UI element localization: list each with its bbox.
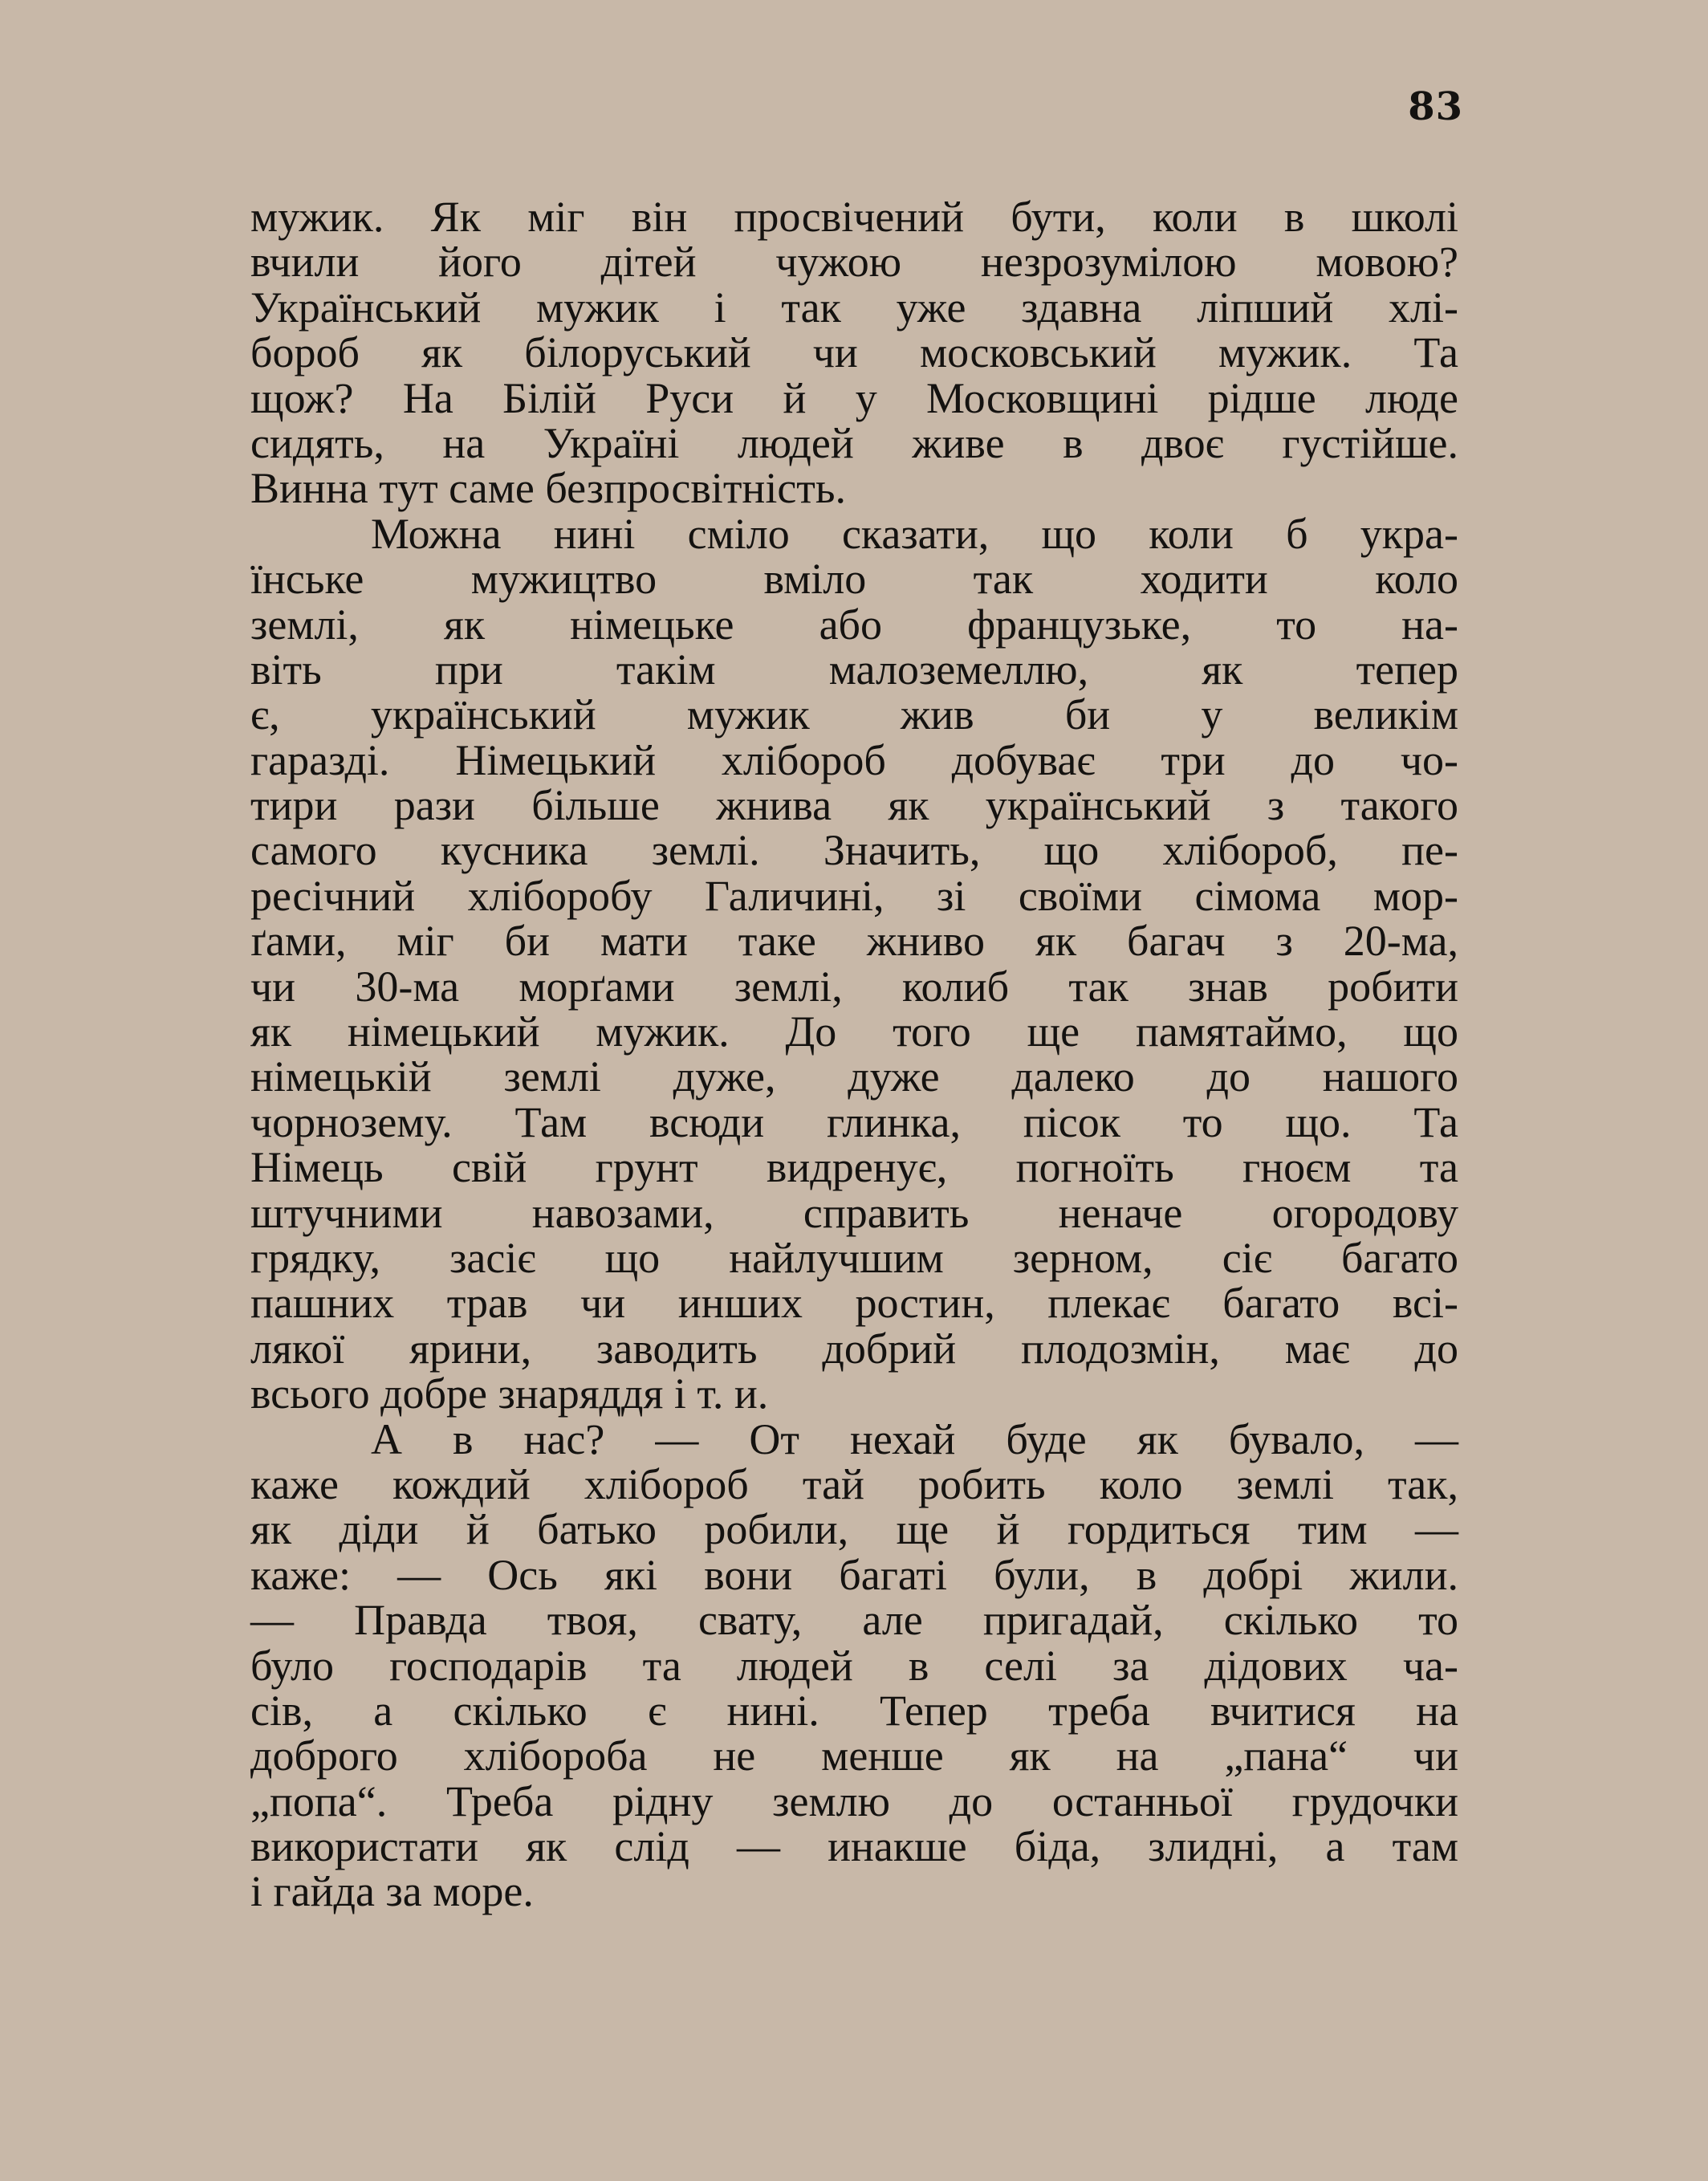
text-line: як німецький мужик. До того ще памятаймо, що bbox=[250, 1007, 1458, 1056]
text-line: штучними навозами, справить неначе огородову bbox=[250, 1188, 1458, 1237]
text-line: каже кождий хлібороб тай робить коло землі так, bbox=[250, 1459, 1458, 1508]
text-line: Український мужик і так уже здавна ліпший хлі- bbox=[250, 283, 1458, 332]
body-text bbox=[250, 194, 1458, 1914]
text-line: пашних трав чи инших ростин, плекає багато всі- bbox=[250, 1279, 1458, 1328]
text-line: і гайда за море. bbox=[250, 1867, 534, 1916]
text-line: ґами, міг би мати таке жниво як багач з 20-ма, bbox=[250, 917, 1458, 966]
text-line: вчили його дітей чужою незрозумілою мовою? bbox=[250, 238, 1458, 287]
paragraph bbox=[250, 1414, 1458, 1916]
text-line: використати як слід — инакше біда, злидні, а там bbox=[250, 1822, 1458, 1871]
text-line: Німець свій грунт видренує, погноїть гноєм та bbox=[250, 1143, 1458, 1192]
text-line: „попа“. Треба рідну землю до останньої грудочки bbox=[250, 1776, 1458, 1825]
paragraph bbox=[250, 511, 1458, 1417]
text-line: доброго хлібороба не менше як на „пана“ чи bbox=[250, 1731, 1458, 1780]
text-line: Можна нині сміло сказати, що коли б укра- bbox=[371, 509, 1458, 558]
text-line: було господарів та людей в селі за дідових ча- bbox=[250, 1641, 1458, 1690]
text-line: сидять, на Україні людей живе в двоє густійше. bbox=[250, 418, 1458, 467]
text-line: як діди й батько робили, ще й гордиться тим — bbox=[250, 1505, 1458, 1554]
text-line: всього добре знаряддя і т. и. bbox=[250, 1369, 769, 1418]
text-line: чи 30-ма морґами землі, колиб так знав робити bbox=[250, 962, 1458, 1011]
paragraph bbox=[250, 194, 1458, 511]
text-line: їнське мужицтво вміло так ходити коло bbox=[250, 555, 1458, 604]
text-line: каже: — Ось які вони багаті були, в добрі жили. bbox=[250, 1550, 1458, 1599]
text-line: сів, а скілько є нині. Тепер треба вчитися на bbox=[250, 1686, 1458, 1735]
text-line: тири рази більше жнива як український з такого bbox=[250, 781, 1458, 830]
text-line: — Правда твоя, свату, але пригадай, скілько то bbox=[250, 1596, 1458, 1645]
text-line: бороб як білоруський чи московський мужик. Та bbox=[250, 328, 1458, 377]
text-line: Винна тут саме безпросвітність. bbox=[250, 464, 847, 513]
text-line: чорнозему. Там всюди глинка, пісок то що. Та bbox=[250, 1097, 1458, 1146]
text-line: мужик. Як міг він просвічений бути, коли в школі bbox=[250, 193, 1458, 241]
page-number: 83 bbox=[1408, 84, 1463, 129]
text-line: ресічний хліборобу Галичині, зі своїми сімома мор- bbox=[250, 871, 1458, 920]
text-line: щож? На Білій Руси й у Московщині рідше люде bbox=[250, 373, 1458, 422]
text-line: грядку, засіє що найлучшим зерном, сіє багато bbox=[250, 1233, 1458, 1282]
text-line: є, український мужик жив би у великім bbox=[250, 690, 1458, 739]
text-line: німецькій землі дуже, дуже далеко до нашого bbox=[250, 1052, 1458, 1101]
text-line: лякої ярини, заводить добрий плодозмін, має до bbox=[250, 1324, 1458, 1373]
text-line: самого кусника землі. Значить, що хлібороб, пе- bbox=[250, 826, 1458, 875]
text-line: землі, як німецьке або французьке, то на- bbox=[250, 600, 1458, 649]
text-line: гаразді. Німецький хлібороб добуває три до чо- bbox=[250, 735, 1458, 784]
text-line: віть при такім малоземеллю, як тепер bbox=[250, 645, 1458, 694]
text-line: А в нас? — От нехай буде як бувало, — bbox=[371, 1414, 1458, 1463]
